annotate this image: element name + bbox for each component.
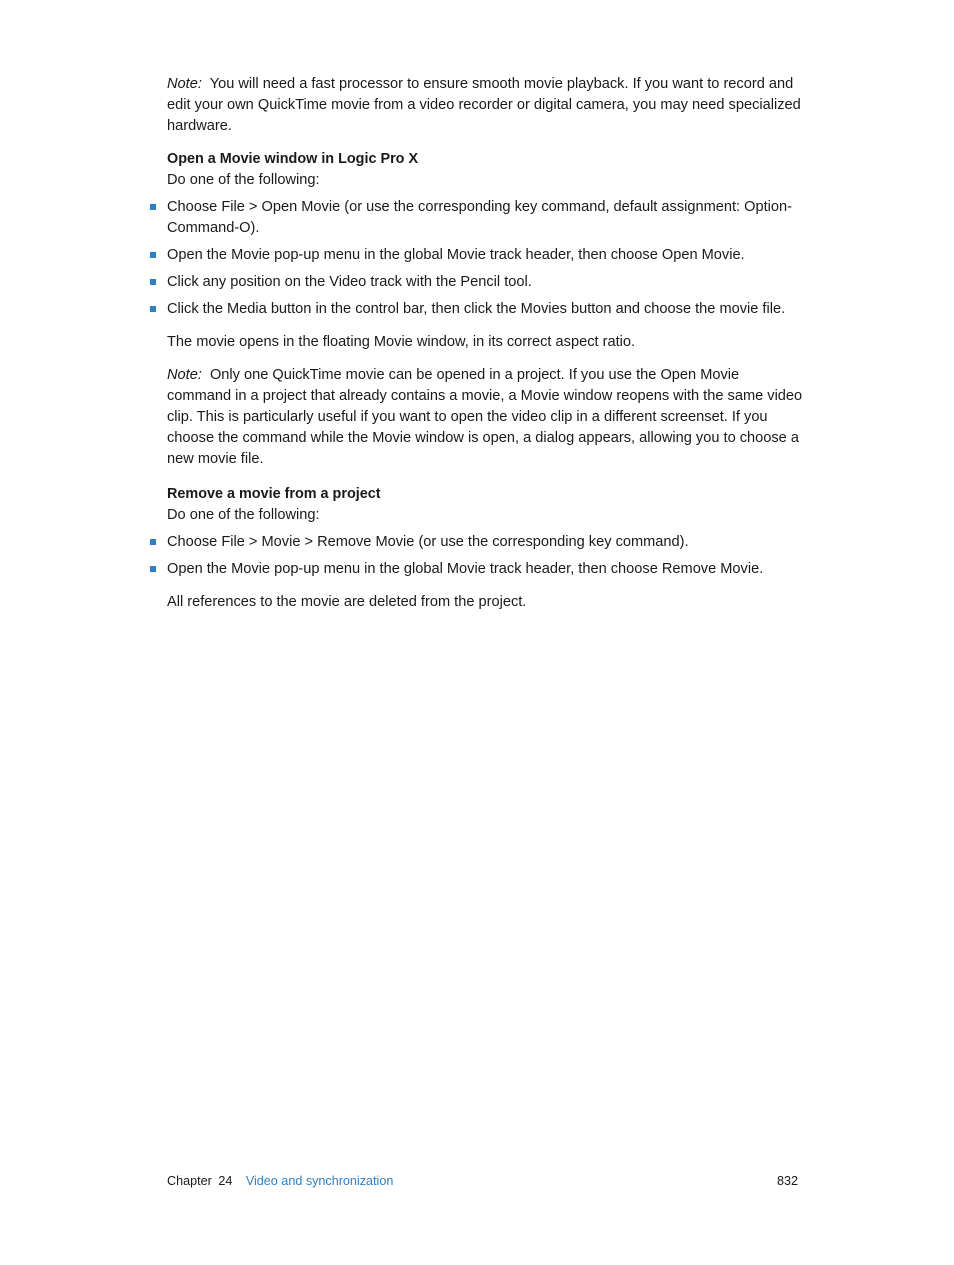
note-text: Only one QuickTime movie can be opened in a project. If you use the Open Movie command in a project that already contains a movie, a Movie window reopens with the same video clip. This is particularly useful if you want to open the video clip in a different screenset. If you choose the command while the Movie window is open, a dialog appears, allowing you to choose a new movie file. <box>167 367 803 467</box>
list-item: Choose File > Open Movie (or use the corresponding key command, default assignment: Option-Command-O). <box>167 197 807 239</box>
note-one-movie <box>167 365 807 470</box>
list-item: Open the Movie pop-up menu in the global Movie track header, then choose Remove Movie. <box>167 559 807 580</box>
square-bullet-icon <box>150 252 156 258</box>
chapter-title-link[interactable]: Video and synchronization <box>245 1174 394 1188</box>
page-footer <box>167 1173 798 1189</box>
chapter-label: Chapter <box>167 1174 212 1188</box>
task-steps-list <box>167 197 807 320</box>
task-heading: Remove a movie from a project <box>167 486 381 502</box>
list-item: Click the Media button in the control bar, then click the Movies button and choose the movie file. <box>167 299 807 320</box>
note-label: Note: <box>167 76 202 92</box>
square-bullet-icon <box>150 306 156 312</box>
task-heading: Open a Movie window in Logic Pro X <box>167 151 419 167</box>
note-processor <box>167 74 807 137</box>
chapter-number: 24 <box>218 1174 233 1188</box>
page-number: 832 <box>776 1174 798 1188</box>
square-bullet-icon <box>150 279 156 285</box>
task-result: All references to the movie are deleted from the project. <box>167 594 527 610</box>
task-intro: Do one of the following: <box>167 172 320 188</box>
task-remove-movie <box>167 484 807 613</box>
square-bullet-icon <box>150 539 156 545</box>
list-item: Choose File > Movie > Remove Movie (or use the corresponding key command). <box>167 532 807 553</box>
task-open-movie <box>167 149 807 353</box>
task-result: The movie opens in the floating Movie window, in its correct aspect ratio. <box>167 334 636 350</box>
task-steps-list <box>167 532 807 580</box>
note-label: Note: <box>167 367 202 383</box>
note-text: You will need a fast processor to ensure smooth movie playback. If you want to record and edit your own QuickTime movie from a video recorder or digital camera, you may need specialized hardware. <box>167 76 801 134</box>
list-item: Open the Movie pop-up menu in the global Movie track header, then choose Open Movie. <box>167 245 807 266</box>
square-bullet-icon <box>150 566 156 572</box>
square-bullet-icon <box>150 204 156 210</box>
list-item: Click any position on the Video track with the Pencil tool. <box>167 272 807 293</box>
task-intro: Do one of the following: <box>167 507 320 523</box>
page-body <box>167 74 807 625</box>
